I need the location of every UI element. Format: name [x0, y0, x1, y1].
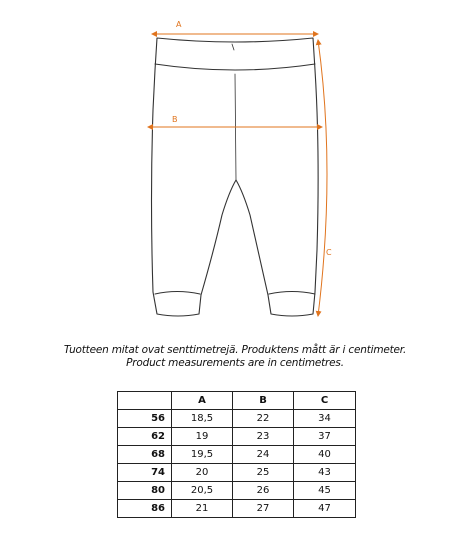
value-c-cell: 47: [294, 500, 356, 518]
size-cell: 74: [118, 464, 172, 482]
value-b-cell: 24: [233, 446, 294, 464]
caption-line-1: Tuotteen mitat ovat senttimetrejä. Produktens mått är i centimeter.: [63, 344, 407, 356]
value-a-cell: 19,5: [172, 446, 233, 464]
value-c-cell: 34: [294, 410, 356, 428]
value-a-cell: 20,5: [172, 482, 233, 500]
value-b-cell: 23: [233, 428, 294, 446]
waistband-tuck: [232, 44, 234, 50]
value-c-cell: 43: [294, 464, 356, 482]
value-a-cell: 20: [172, 464, 233, 482]
value-c-cell: 45: [294, 482, 356, 500]
table-row: [118, 464, 356, 482]
value-c-cell: 40: [294, 446, 356, 464]
dimension-b-label: B: [172, 115, 178, 124]
pants-outline: [152, 38, 319, 316]
table-row: [118, 410, 356, 428]
value-b-cell: 27: [233, 500, 294, 518]
table-row: [118, 482, 356, 500]
value-c-cell: 37: [294, 428, 356, 446]
size-cell: 68: [118, 446, 172, 464]
table-row: [118, 446, 356, 464]
size-cell: 80: [118, 482, 172, 500]
header-a: A: [172, 392, 233, 410]
header-c: C: [294, 392, 356, 410]
value-b-cell: 25: [233, 464, 294, 482]
value-a-cell: 21: [172, 500, 233, 518]
left-cuff-seam: [155, 292, 200, 295]
dimension-c-label: C: [326, 248, 332, 257]
size-table-header-row: [118, 392, 356, 410]
right-cuff-seam: [269, 292, 315, 295]
size-cell: 62: [118, 428, 172, 446]
value-b-cell: 22: [233, 410, 294, 428]
value-b-cell: 26: [233, 482, 294, 500]
size-cell: 56: [118, 410, 172, 428]
dimension-c-arrow: [318, 40, 327, 316]
size-cell: 86: [118, 500, 172, 518]
waistband-seam: [155, 64, 315, 70]
dimension-a-label: A: [176, 20, 182, 29]
size-table: [117, 391, 356, 518]
value-a-cell: 18,5: [172, 410, 233, 428]
header-empty-cell: [118, 392, 172, 410]
value-a-cell: 19: [172, 428, 233, 446]
caption-line-2: Product measurements are in centimetres.: [126, 357, 344, 369]
table-row: [118, 500, 356, 518]
table-row: [118, 428, 356, 446]
header-b: B: [233, 392, 294, 410]
